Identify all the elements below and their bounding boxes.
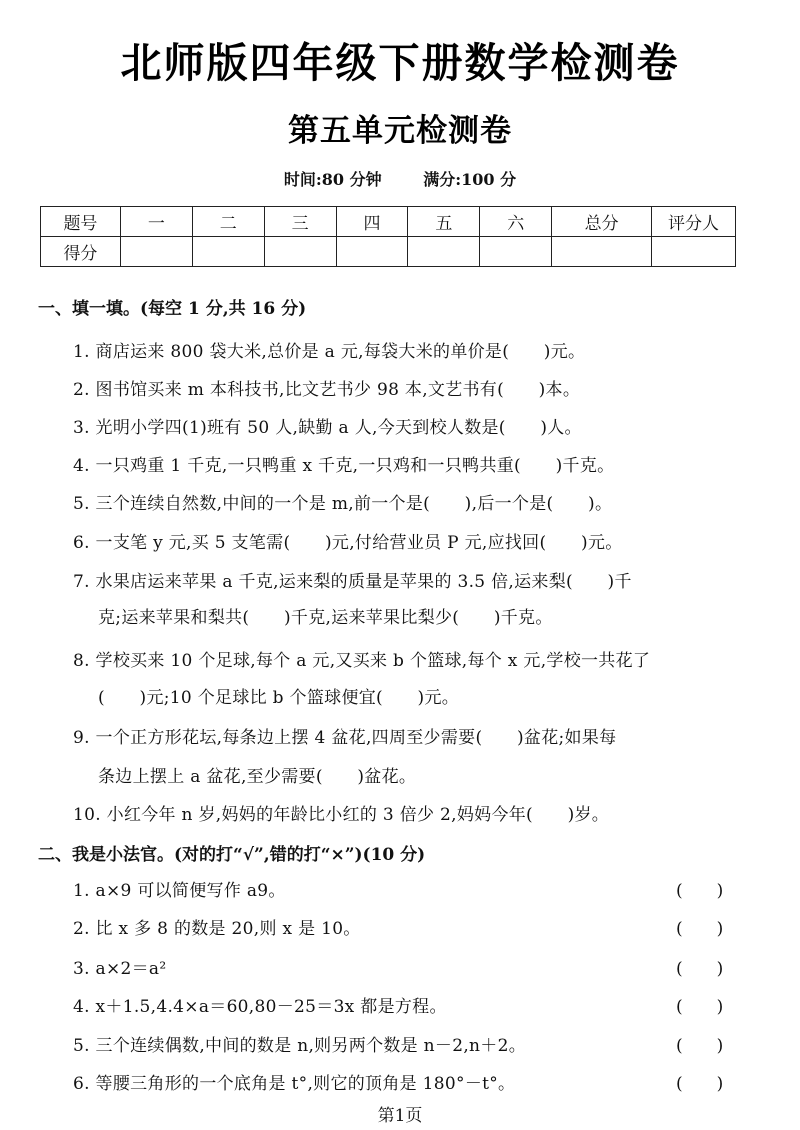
full-score: 满分:100 分	[423, 170, 517, 189]
question-1-1: 1. 商店运来 800 袋大米,总价是 a 元,每袋大米的单价是( )元。	[73, 342, 586, 362]
score-entry-cell[interactable]	[336, 237, 408, 267]
question-1-7-cont: 克;运来苹果和梨共( )千克,运来苹果比梨少( )千克。	[98, 608, 553, 628]
score-entry-cell[interactable]	[480, 237, 552, 267]
score-table-score-row	[41, 237, 736, 267]
score-table-cell: 得分	[41, 237, 121, 267]
question-1-9-cont: 条边上摆上 a 盆花,至少需要( )盆花。	[98, 767, 417, 787]
exam-meta	[0, 167, 800, 190]
question-1-6: 6. 一支笔 y 元,买 5 支笔需( )元,付给营业员 P 元,应找回( )元。	[73, 533, 623, 553]
question-2-2: 2. 比 x 多 8 的数是 20,则 x 是 10。	[73, 919, 361, 939]
score-table-cell: 评分人	[652, 207, 736, 237]
score-table	[40, 206, 736, 267]
section1-heading: 一、填一填。(每空 1 分,共 16 分)	[38, 299, 307, 319]
score-table-cell: 六	[480, 207, 552, 237]
score-table-cell: 一	[120, 207, 192, 237]
score-table-cell: 总分	[552, 207, 652, 237]
page-number: 第1页	[377, 1106, 423, 1126]
score-table-cell: 五	[408, 207, 480, 237]
question-1-3: 3. 光明小学四(1)班有 50 人,缺勤 a 人,今天到校人数是( )人。	[73, 418, 582, 438]
question-1-4: 4. 一只鸡重 1 千克,一只鸭重 x 千克,一只鸡和一只鸭共重( )千克。	[73, 456, 615, 476]
answer-paren-2-2[interactable]: ( )	[676, 919, 724, 939]
score-entry-cell[interactable]	[552, 237, 652, 267]
answer-paren-2-5[interactable]: ( )	[676, 1036, 724, 1056]
question-2-6: 6. 等腰三角形的一个底角是 t°,则它的顶角是 180°－t°。	[73, 1074, 516, 1094]
page-subtitle: 第五单元检测卷	[288, 113, 512, 149]
score-entry-cell[interactable]	[408, 237, 480, 267]
score-entry-cell[interactable]	[652, 237, 736, 267]
question-2-3: 3. a×2＝a²	[73, 959, 167, 979]
page-title: 北师版四年级下册数学检测卷	[120, 39, 680, 87]
answer-paren-2-4[interactable]: ( )	[676, 997, 724, 1017]
section2-heading: 二、我是小法官。(对的打“√”,错的打“×”)(10 分)	[38, 845, 426, 865]
score-table-cell: 四	[336, 207, 408, 237]
question-1-8: 8. 学校买来 10 个足球,每个 a 元,又买来 b 个篮球,每个 x 元,学校一共花了	[73, 651, 651, 671]
time-limit: 时间:80 分钟	[283, 170, 382, 189]
question-1-8-cont: ( )元;10 个足球比 b 个篮球便宜( )元。	[98, 688, 460, 708]
score-table-header-row	[41, 207, 736, 237]
question-2-4: 4. x＋1.5,4.4×a＝60,80－25＝3x 都是方程。	[73, 997, 447, 1017]
score-entry-cell[interactable]	[120, 237, 192, 267]
answer-paren-2-1[interactable]: ( )	[676, 881, 724, 901]
question-1-7: 7. 水果店运来苹果 a 千克,运来梨的质量是苹果的 3.5 倍,运来梨( )千	[73, 572, 632, 592]
question-2-5: 5. 三个连续偶数,中间的数是 n,则另两个数是 n－2,n＋2。	[73, 1036, 527, 1056]
answer-paren-2-3[interactable]: ( )	[676, 959, 724, 979]
question-1-2: 2. 图书馆买来 m 本科技书,比文艺书少 98 本,文艺书有( )本。	[73, 380, 581, 400]
score-entry-cell[interactable]	[192, 237, 264, 267]
question-1-9: 9. 一个正方形花坛,每条边上摆 4 盆花,四周至少需要( )盆花;如果每	[73, 728, 617, 748]
score-entry-cell[interactable]	[264, 237, 336, 267]
score-table-cell: 二	[192, 207, 264, 237]
question-1-10: 10. 小红今年 n 岁,妈妈的年龄比小红的 3 倍少 2,妈妈今年( )岁。	[73, 805, 610, 825]
score-table-cell: 三	[264, 207, 336, 237]
score-table-cell: 题号	[41, 207, 121, 237]
answer-paren-2-6[interactable]: ( )	[676, 1074, 724, 1094]
question-2-1: 1. a×9 可以简便写作 a9。	[73, 881, 286, 901]
question-1-5: 5. 三个连续自然数,中间的一个是 m,前一个是( ),后一个是( )。	[73, 494, 613, 514]
